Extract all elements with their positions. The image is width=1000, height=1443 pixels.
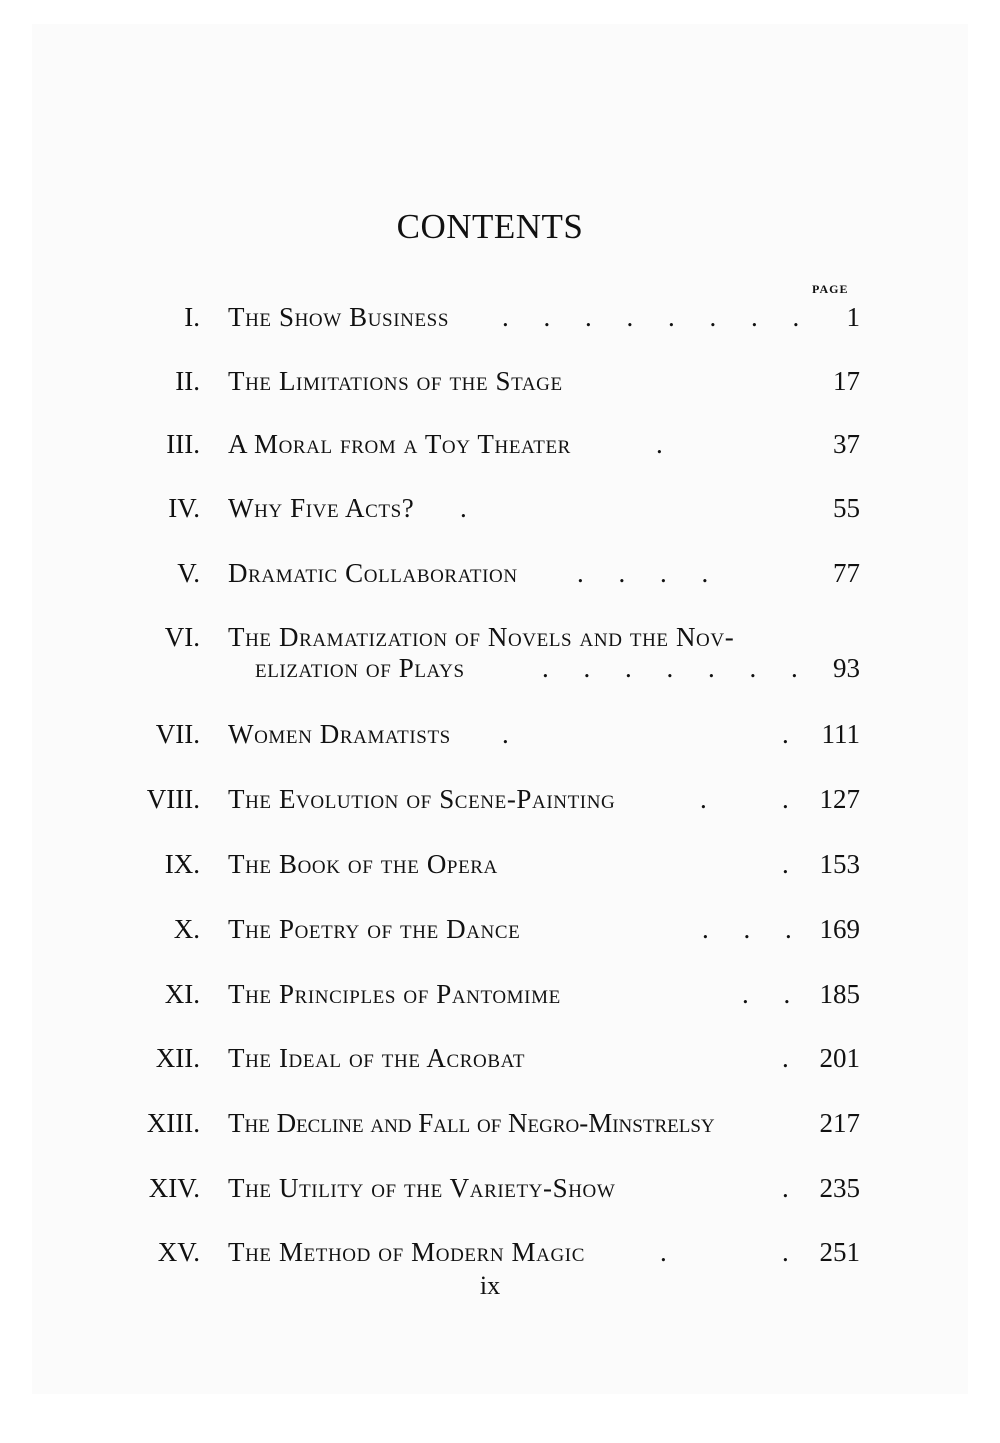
chapter-number: XV. [157,1237,200,1267]
chapter-title: The Dramatization of Novels and the Nov- [228,622,735,652]
chapter-number: XII. [155,1043,200,1073]
chapter-number: IV. [168,493,200,523]
chapter-number: III. [166,429,200,459]
chapter-title: The Book of the Opera [228,849,498,879]
chapter-number: IX. [164,849,200,879]
chapter-page: 93 [833,653,860,683]
chapter-number: II. [175,366,200,396]
chapter-page: 1 [846,302,860,332]
dot-leader: . [700,784,721,814]
chapter-number: VII. [155,719,200,749]
chapter-title: The Ideal of the Acrobat [228,1043,526,1073]
chapter-page: 55 [833,493,860,523]
dot-leader: . . [742,979,805,1009]
chapter-title: The Poetry of the Dance [228,914,521,944]
chapter-page: 17 [833,366,860,396]
chapter-page: 77 [833,558,860,588]
chapter-page: 127 [819,784,860,814]
dot-leader: . [782,1237,803,1267]
toc-entry [32,621,968,691]
dot-leader: . [660,1237,681,1267]
dot-leader: . . . . . . . [542,653,812,683]
chapter-title: The Method of Modern Magic [228,1237,585,1267]
dot-leader: . [782,784,803,814]
chapter-title: Why Five Acts? [228,493,415,523]
dot-leader: . . . [702,914,806,944]
chapter-title-continued: elization of Plays [255,653,465,683]
chapter-page: 111 [821,719,860,749]
chapter-number: VI. [164,622,200,652]
chapter-number: I. [184,302,200,332]
chapter-number: VIII. [146,784,200,814]
chapter-number: X. [173,914,200,944]
chapter-title: Women Dramatists [228,719,451,749]
chapter-title: The Principles of Pantomime [228,979,561,1009]
dot-leader: . [502,719,523,749]
chapter-title: The Evolution of Scene-Painting [228,784,616,814]
dot-leader: . [782,719,803,749]
chapter-title: A Moral from a Toy Theater [228,429,571,459]
chapter-title: The Limitations of the Stage [228,366,563,396]
chapter-page: 37 [833,429,860,459]
dot-leader: . . . . . . . . [502,302,814,332]
chapter-title: The Utility of the Variety-Show [228,1173,616,1203]
dot-leader: . [656,429,677,459]
table-of-contents [32,24,968,1394]
chapter-title: Dramatic Collaboration [228,558,518,588]
chapter-number: V. [177,558,200,588]
chapter-page: 235 [819,1173,860,1203]
chapter-number: XI. [164,979,200,1009]
dot-leader: . . . . [577,558,723,588]
chapter-title: The Decline and Fall of Negro-Minstrelsy [228,1108,715,1138]
chapter-number: XIII. [146,1108,200,1138]
page-title: CONTENTS [396,207,584,246]
chapter-page: 217 [819,1108,860,1138]
chapter-page: 185 [819,979,860,1009]
chapter-title: The Show Business [228,302,449,332]
chapter-page: 169 [819,914,860,944]
chapter-page: 153 [819,849,860,879]
dot-leader: . [782,849,803,879]
page-column-label: PAGE [812,282,849,296]
chapter-page: 251 [819,1237,860,1267]
dot-leader: . [782,1173,803,1203]
dot-leader: . [782,1043,803,1073]
chapter-number: XIV. [148,1173,200,1203]
dot-leader: . [460,493,481,523]
page-number: ix [479,1271,501,1300]
book-page [32,24,968,1394]
chapter-page: 201 [819,1043,860,1073]
